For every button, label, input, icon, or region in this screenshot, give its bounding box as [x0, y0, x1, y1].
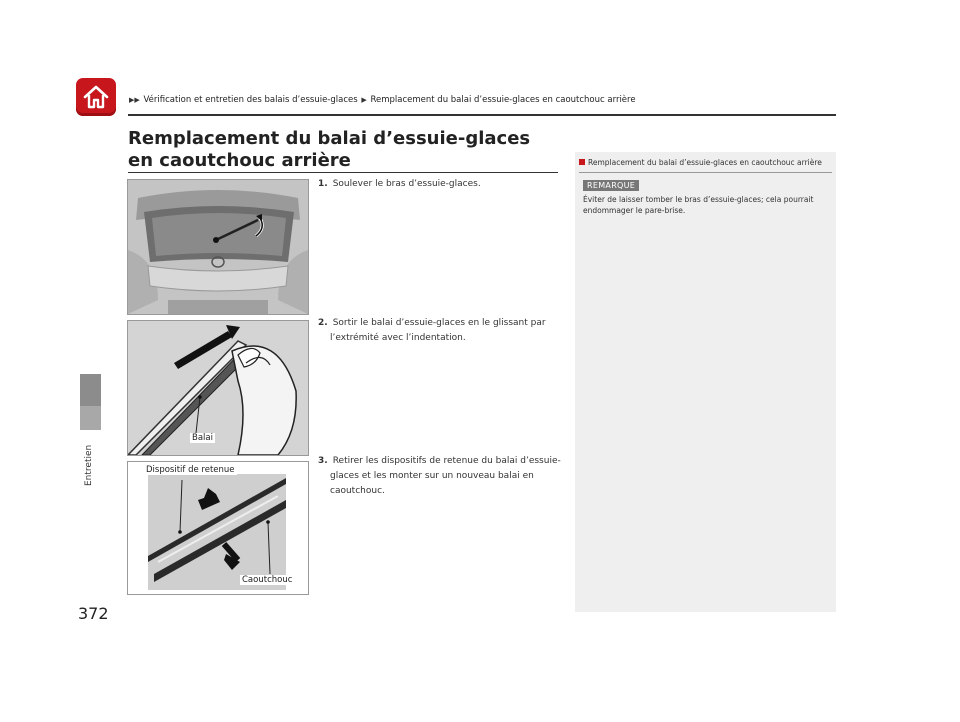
- step-text: Retirer les dispositifs de retenue du balai d’essuie-glaces et les monter sur un nouveau balai en caoutchouc.: [330, 456, 561, 496]
- section-label: Entretien: [84, 444, 94, 486]
- step-3: [318, 454, 570, 499]
- note-rule: [579, 172, 832, 173]
- home-button[interactable]: [76, 78, 116, 116]
- home-icon: [82, 83, 110, 111]
- note-heading[interactable]: [579, 158, 822, 167]
- side-tab[interactable]: [80, 374, 101, 406]
- breadcrumb-item-1[interactable]: Vérification et entretien des balais d’essuie-glaces: [143, 95, 358, 105]
- remarque-badge: REMARQUE: [583, 180, 639, 191]
- step-1: [318, 177, 570, 192]
- step-text: Sortir le balai d’essuie-glaces en le glissant par l’extrémité avec l’indentation.: [330, 318, 546, 343]
- note-panel: [575, 152, 836, 612]
- note-text: Éviter de laisser tomber le bras d’essuie-glaces; cela pourrait endommager le pare-brise.: [583, 195, 814, 215]
- page-title: Remplacement du balai d’essuie-glaces en caoutchouc arrière: [128, 128, 531, 171]
- breadcrumb-arrow-icon: ▶: [361, 96, 367, 104]
- note-heading-text: Remplacement du balai d’essuie-glaces en caoutchouc arrière: [588, 158, 822, 167]
- step-text: Soulever le bras d’essuie-glaces.: [332, 179, 481, 189]
- figure-rear-window: [127, 179, 309, 315]
- step-number: 2.: [318, 318, 328, 328]
- label-dispositif-retenue: Dispositif de retenue: [146, 465, 235, 475]
- side-tab-lower: [80, 406, 101, 430]
- breadcrumb: [128, 95, 636, 105]
- page-number: 372: [78, 604, 109, 623]
- breadcrumb-item-2[interactable]: Remplacement du balai d’essuie-glaces en caoutchouc arrière: [370, 95, 636, 105]
- label-caoutchouc: Caoutchouc: [242, 575, 293, 585]
- label-balai: Balai: [192, 433, 213, 443]
- step-2: [318, 316, 570, 346]
- title-rule: [128, 172, 558, 173]
- blade-slide-illustration: [128, 321, 308, 455]
- figure-retainers: [127, 461, 309, 595]
- header-rule: [128, 114, 836, 116]
- step-number: 3.: [318, 456, 328, 466]
- breadcrumb-arrow-icon: ▶▶: [129, 96, 140, 104]
- note-marker-icon: [579, 159, 585, 165]
- figure-blade-slide: [127, 320, 309, 456]
- step-number: 1.: [318, 179, 328, 189]
- rear-window-illustration: [128, 180, 308, 314]
